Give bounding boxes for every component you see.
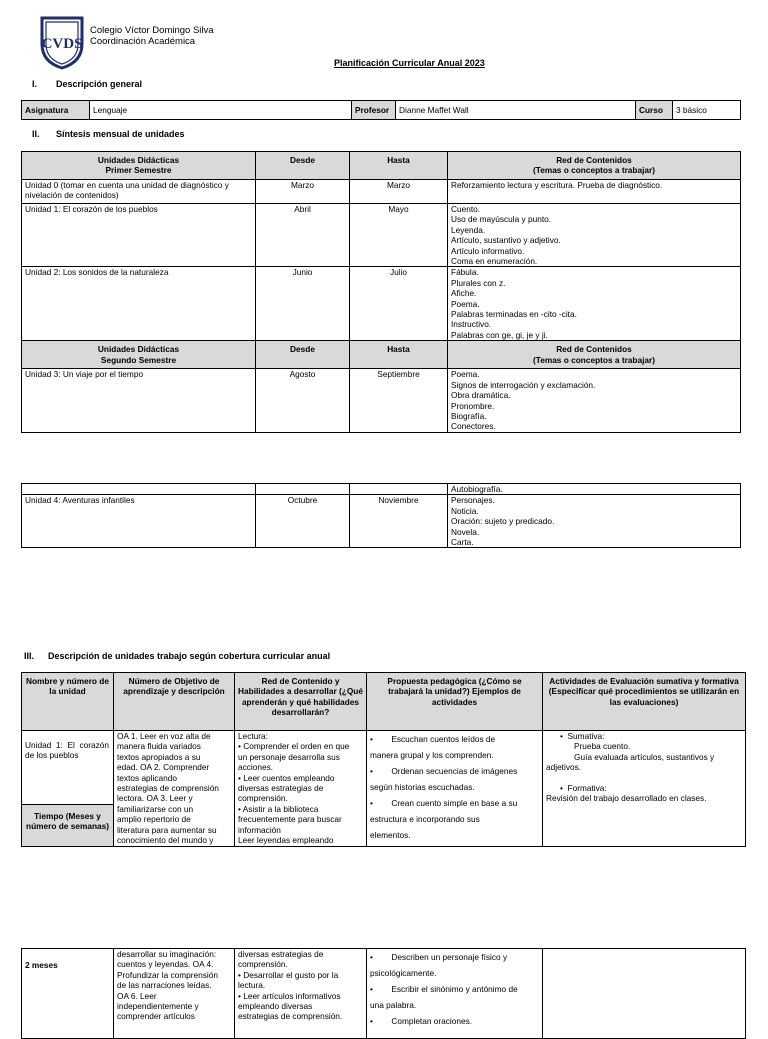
units-summary-table-continued xyxy=(21,483,741,548)
table-row: 2 meses desarrollar su imaginación: cuentos y leyendas. OA 4. Profundizar la comprensión de las narraciones leídas. OA 6. Leer independientemente y comprender artículos diversas estrategias de comprensión. • Desarrollar el gusto por la lectura. • Leer artículos informativos empleando diversas estrategias de comprensión. • Describen un personaje físico y psicológicamente. • Escribir el sinónimo y antónimo de una palabra. • Completan oraciones. xyxy=(22,949,746,1039)
objectives-cell: OA 1. Leer en voz alta de manera fluida variados textos apropiados a su edad. OA 2. Comprender textos aplicando estrategias de comprensión lectora. OA 3. Leer y familiarizarse con un amplio repertorio de literatura para aumentar su conocimiento del mundo y xyxy=(114,731,235,847)
asignatura-value: Lenguaje xyxy=(90,101,352,120)
general-info-table xyxy=(21,100,741,120)
school-name: Colegio Víctor Domingo Silva xyxy=(90,25,214,36)
hasta-header: Hasta xyxy=(350,152,448,180)
red-contenido-cell: Lectura: • Comprender el orden en que un personaje desarrolla sus acciones. • Leer cuentos empleando diversas estrategias de comprensión. • Asistir a la biblioteca frecuentemente para buscar información Leer leyendas empleando xyxy=(235,731,367,847)
unit-description-table-continued xyxy=(21,948,746,1039)
asignatura-label: Asignatura xyxy=(22,101,90,120)
table-row: Unidad 3: Un viaje por el tiempo Agosto Septiembre Poema. Signos de interrogación y exclamación. Obra dramática. Pronombre. Biografía. Conectores. xyxy=(22,369,741,432)
section-1-heading: I. Descripción general xyxy=(32,79,143,89)
nombre-header: Nombre y número de la unidad xyxy=(22,673,114,731)
department-name: Coordinación Académica xyxy=(90,36,196,47)
objetivo-header: Número de Objetivo de aprendizaje y descripción xyxy=(114,673,235,731)
section-3-heading: III. Descripción de unidades trabajo según cobertura curricular anual xyxy=(24,651,331,661)
profesor-value: Dianne Maffet Wall xyxy=(396,101,636,120)
unidades-header: Unidades Didácticas Primer Semestre xyxy=(22,152,256,180)
units-summary-table xyxy=(21,151,741,433)
school-heading xyxy=(90,25,214,47)
document-title: Planificación Curricular Anual 2023 xyxy=(334,58,485,68)
red-header: Red de Contenido y Habilidades a desarrollar (¿Qué aprenderán y qué habilidades desarrollarán? xyxy=(235,673,367,731)
tiempo-label: Tiempo (Meses y número de semanas) xyxy=(22,805,114,847)
unit-name-cell: Unidad 1: El corazón de los pueblos xyxy=(22,731,114,805)
profesor-label: Profesor xyxy=(352,101,396,120)
red-header: Red de Contenidos (Temas o conceptos a trabajar) xyxy=(448,152,741,180)
table-row: Unidad 0 (tomar en cuenta una unidad de diagnóstico y nivelación de contenidos) Marzo Marzo Reforzamiento lectura y escritura. Prueba de diagnóstico. xyxy=(22,180,741,204)
evaluacion-cell: • Sumativa: Prueba cuento. Guía evaluada artículos, sustantivos y adjetivos. • Formativa: Revisión del trabajo desarrollado en clases. xyxy=(543,731,746,847)
tiempo-value: 2 meses xyxy=(22,949,114,1039)
table-row: Autobiografía. xyxy=(22,484,741,495)
propuesta-cell: • Escuchan cuentos leídos de manera grupal y los comprenden. • Ordenan secuencias de imágenes según historias escuchadas. • Crean cuento simple en base a su estructura e incorporando sus elementos. xyxy=(367,731,543,847)
curso-value: 3 básico xyxy=(673,101,741,120)
evaluacion-header: Actividades de Evaluación sumativa y formativa (Especificar qué procedimientos se utilizarán en las evaluaciones) xyxy=(543,673,746,731)
desde-header: Desde xyxy=(256,152,350,180)
unit-description-header xyxy=(22,673,746,731)
table-row: Unidad 4: Aventuras infantiles Octubre Noviembre Personajes. Noticia. Oración: sujeto y predicado. Novela. Carta. xyxy=(22,495,741,548)
propuesta-header: Propuesta pedagógica (¿Cómo se trabajará la unidad?) Ejemplos de actividades xyxy=(367,673,543,731)
first-semester-header xyxy=(22,152,741,180)
table-row xyxy=(22,731,746,805)
section-2-heading: II. Síntesis mensual de unidades xyxy=(32,129,185,139)
unit-description-table xyxy=(21,672,746,847)
curso-label: Curso xyxy=(636,101,673,120)
school-logo xyxy=(38,14,86,70)
second-semester-header: Unidades Didácticas Segundo Semestre Desde Hasta Red de Contenidos (Temas o conceptos a trabajar) xyxy=(22,341,741,369)
table-row: Unidad 1: El corazón de los pueblos Abril Mayo Cuento. Uso de mayúscula y punto. Leyenda. Artículo, sustantivo y adjetivo. Artículo informativo. Coma en enumeración. xyxy=(22,204,741,267)
svg-text:CVDS: CVDS xyxy=(41,36,83,52)
table-row: Unidad 2: Los sonidos de la naturaleza Junio Julio Fábula. Plurales con z. Afiche. Poema. Palabras terminadas en -cito -cita. Instructivo. Palabras con ge, gi, je y ji. xyxy=(22,267,741,341)
